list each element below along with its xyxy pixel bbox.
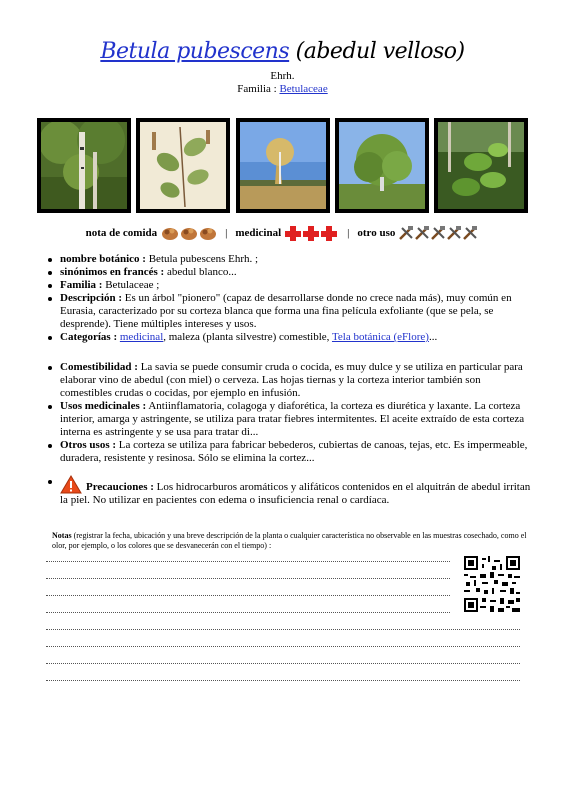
notes-section <box>52 531 532 551</box>
photo-strip <box>37 118 528 213</box>
family-line <box>0 83 565 96</box>
notes-line[interactable] <box>46 627 520 630</box>
tools-icon <box>448 226 461 239</box>
ratings-bar <box>0 222 565 244</box>
separator: | <box>225 227 228 239</box>
precautions-label: Precauciones : <box>86 481 154 493</box>
botanical-name-value: Betula pubescens Ehrh. ; <box>145 253 259 265</box>
notes-line[interactable] <box>46 559 450 562</box>
category-link-medicinal[interactable]: medicinal <box>119 331 164 343</box>
author-line: Ehrh. <box>270 70 295 82</box>
food-basket-icon <box>162 228 178 240</box>
family-label: Familia : <box>237 83 280 95</box>
red-cross-icon <box>285 226 301 241</box>
synonyms-value: abedul blanco... <box>164 266 237 278</box>
tools-icon <box>400 226 413 239</box>
tools-icon <box>416 226 429 239</box>
notes-line[interactable] <box>46 678 520 681</box>
title-link[interactable]: Betula pubescens <box>100 39 290 64</box>
red-cross-icon <box>321 226 337 241</box>
list-item <box>50 400 533 439</box>
other-uses-label: Otros usos : <box>60 439 117 451</box>
botanical-name-label: nombre botánico : <box>60 253 146 265</box>
other-use-rating-icons <box>399 222 479 244</box>
notes-line[interactable] <box>46 576 450 579</box>
notes-line[interactable] <box>46 644 520 647</box>
medicinal-rating-icons <box>285 222 339 244</box>
categories-label: Categorías : <box>60 331 118 343</box>
botanical-illustration[interactable] <box>136 118 230 213</box>
list-item <box>50 331 533 344</box>
list-item <box>50 279 533 292</box>
title-common-name: (abedul velloso) <box>289 39 465 64</box>
uses-list <box>50 361 533 507</box>
warning-icon <box>60 475 82 494</box>
birch-forest-photo[interactable] <box>37 118 131 213</box>
description-label: Descripción : <box>60 292 123 304</box>
details-list <box>50 253 533 344</box>
list-item <box>50 292 533 331</box>
notes-line[interactable] <box>46 661 520 664</box>
other-use-rating-label: otro uso <box>357 227 396 239</box>
categories-ellipsis: ... <box>428 331 438 343</box>
description-value: Es un árbol "pionero" (capaz de desarrollarse donde no crece nada más), muy común en Eurasia, caracterizado por su corteza blanca que forma una fina película exfoliante (que se pela, se desprende). Tiene múltiples intereses y usos. <box>60 292 512 330</box>
categories-text: , maleza (planta silvestre) comestible, <box>163 331 332 343</box>
family-link[interactable]: Betulaceae <box>279 83 328 95</box>
edibility-value: La savia se puede consumir cruda o cocida, es muy dulce y se utiliza en particular para elaborar vino de abedul (con miel) o cerveza. Las hojas tiernas y la corteza interior también son comestibles crudas o cocidas, por ejemplo en infusión. <box>60 361 523 399</box>
notes-line[interactable] <box>46 593 450 596</box>
tools-icon <box>464 226 477 239</box>
separator: | <box>347 227 350 239</box>
synonyms-label: sinónimos en francés : <box>60 266 165 278</box>
precautions-value: Los hidrocarburos aromáticos y alifáticos contenidos en el alquitrán de abedul irritan la piel. No utilizar en pacientes con edema o insuficiencia renal o cardíaca. <box>60 481 531 506</box>
red-cross-icon <box>303 226 319 241</box>
list-item <box>50 266 533 279</box>
food-rating-label: nota de comida <box>85 227 158 239</box>
tools-icon <box>432 226 445 239</box>
page-title <box>0 38 565 66</box>
list-item <box>50 361 533 400</box>
list-item <box>50 475 533 507</box>
birch-seedlings-photo[interactable] <box>434 118 528 213</box>
birch-trees-field-photo[interactable] <box>236 118 330 213</box>
medicinal-rating-label: medicinal <box>235 227 282 239</box>
food-basket-icon <box>200 228 216 240</box>
list-item <box>50 439 533 465</box>
notes-label: Notas <box>52 531 72 540</box>
birch-tree-photo[interactable] <box>335 118 429 213</box>
notes-hint: (registrar la fecha, ubicación y una breve descripción de la planta o cualquier característica no observable en las muestras cosechado, como el olor, por ejemplo, o los colores que se desvanecerán con el tiempo) : <box>52 531 527 550</box>
category-link-tela-botanica[interactable]: Tela botánica (eFlore) <box>331 331 429 343</box>
food-basket-icon <box>181 228 197 240</box>
edibility-label: Comestibilidad : <box>60 361 138 373</box>
list-item <box>50 253 533 266</box>
medicinal-uses-label: Usos medicinales : <box>60 400 147 412</box>
family-detail-label: Familia : <box>60 279 103 291</box>
medicinal-uses-value: Antiinflamatoria, colagoga y diaforética, la corteza es diurética y laxante. La corteza interior, amarga y astringente, se utiliza para tratar fiebres intermitentes. El aceite extraído de esta corteza interna es astringente y se usa para tratar di... <box>60 400 525 438</box>
notes-line[interactable] <box>46 610 450 613</box>
qr-code[interactable] <box>464 556 520 612</box>
family-detail-value: Betulaceae ; <box>102 279 160 291</box>
other-uses-value: La corteza se utiliza para fabricar bebederos, cubiertas de canoas, tejas, etc. Es impermeable, duradera, resistente y resinosa. Sólo se elimina la cortez... <box>60 439 528 464</box>
food-rating-icons <box>161 222 217 244</box>
